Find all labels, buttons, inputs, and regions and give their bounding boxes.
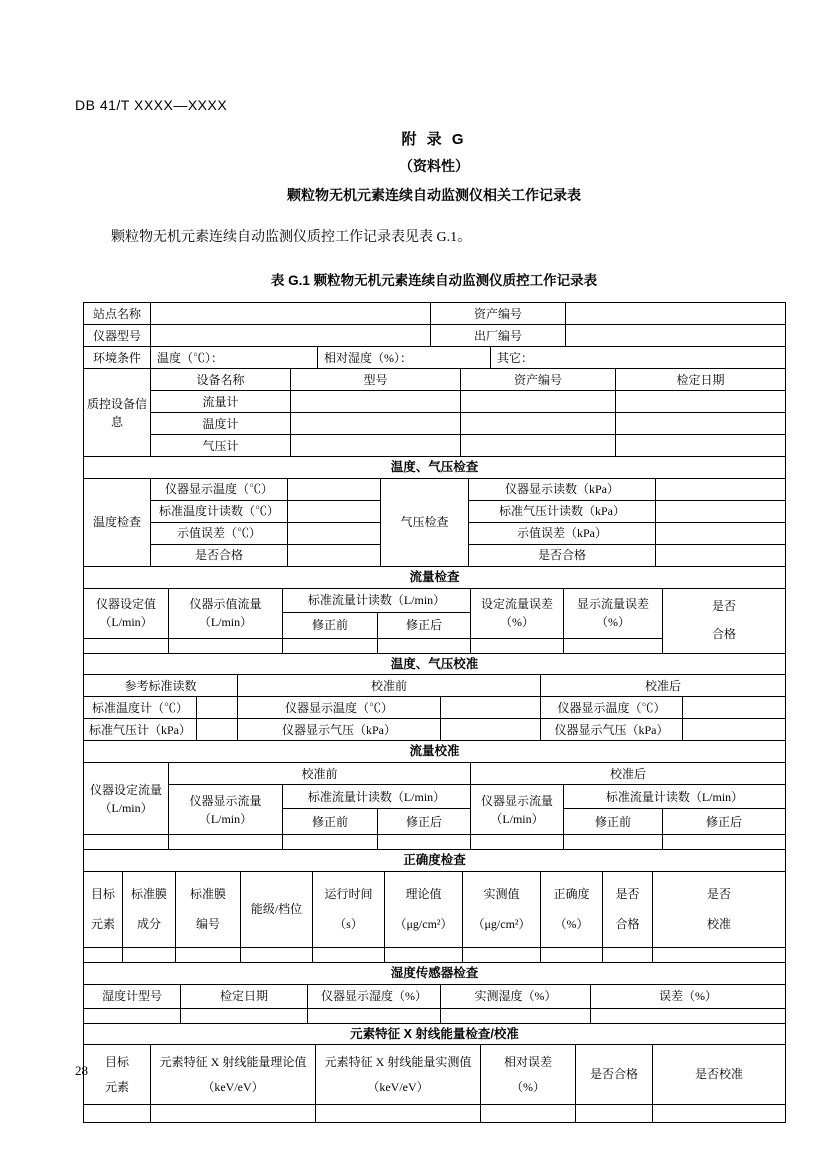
row-accuracy-values <box>84 947 786 962</box>
flow-qualified-label <box>663 588 786 653</box>
row-barometer <box>84 435 786 457</box>
accuracy-value-8 <box>541 947 603 962</box>
row-flow-cal-values <box>84 835 786 850</box>
factory-no-label: 出厂编号 <box>431 325 566 347</box>
cal-after-label: 校准后 <box>541 675 786 697</box>
temp-check-label: 温度检查 <box>84 478 151 566</box>
measured-value-label <box>463 871 541 947</box>
disp-flow-before-text: 仪器显示流量（L/min） <box>189 793 262 826</box>
flow-cal-value-3 <box>283 835 378 850</box>
accuracy-needcal-text: 是否校准 <box>706 886 731 932</box>
accuracy-value-7 <box>463 947 541 962</box>
instrument-model-label: 仪器型号 <box>84 325 151 347</box>
flow-check-value-1 <box>84 638 169 653</box>
instr-set-value-label <box>84 588 169 638</box>
factory-no-value <box>566 325 786 347</box>
flow-cal-value-2 <box>169 835 283 850</box>
row-cal-temp <box>84 697 786 719</box>
disp-flow-before-label <box>169 785 283 835</box>
flow-check-value-5 <box>471 638 564 653</box>
indication-err-c-value <box>288 522 381 544</box>
flowmeter-caldate-value <box>616 391 786 413</box>
xray-target-element-text: 目标元素 <box>104 1054 129 1094</box>
accuracy-text: 正确度（%） <box>553 886 590 932</box>
env-rh-cell: 相对湿度（%）： <box>318 347 491 369</box>
flowmeter-label: 流量计 <box>151 391 291 413</box>
disp-flow-err-label <box>564 588 663 638</box>
flow-check-value-3 <box>283 638 378 653</box>
theoretical-value-text: 理论值（μg/cm²） <box>394 886 453 932</box>
row-xray-values <box>84 1105 786 1123</box>
flowmeter-model-value <box>291 391 461 413</box>
table-temp-press-cal <box>83 653 786 742</box>
instr-indicated-flow-label <box>169 588 283 638</box>
accuracy-value-1 <box>84 947 123 962</box>
cal-before-label: 校准前 <box>238 675 541 697</box>
accuracy-value-5 <box>313 947 385 962</box>
run-time-text: 运行时间（s） <box>324 886 373 932</box>
accuracy-qualified-text: 是否合格 <box>615 886 640 932</box>
relative-err-text: 相对误差（%） <box>503 1054 552 1094</box>
std-flow-reading-after-label: 标准流量计读数（L/min） <box>564 785 786 809</box>
env-condition-label: 环境条件 <box>84 347 151 369</box>
row-thermometer <box>84 413 786 435</box>
std-film-no-text: 标准膜编号 <box>189 886 226 932</box>
row-xray-header <box>84 1045 786 1105</box>
relative-err-label <box>481 1045 576 1105</box>
flow-check-value-2 <box>169 638 283 653</box>
humidity-value-3 <box>308 1008 441 1023</box>
barometer-label: 气压计 <box>151 435 291 457</box>
row-device-header <box>84 369 786 391</box>
table-qc-equipment <box>83 368 786 457</box>
row-flow-check-header1 <box>84 588 786 612</box>
std-film-comp-label <box>123 871 176 947</box>
disp-temp-value <box>288 478 381 500</box>
temp-qualified-label: 是否合格 <box>151 544 288 566</box>
table-humidity-check <box>83 962 786 1024</box>
asset-no-label: 资产编号 <box>431 303 566 325</box>
instr-set-flow-text: 仪器设定流量（L/min） <box>89 782 162 815</box>
disp-humidity-label: 仪器显示湿度（%） <box>308 984 441 1008</box>
page-content <box>83 126 785 1123</box>
thermometer-asset-value <box>461 413 616 435</box>
section-humidity-check: 湿度传感器检查 <box>84 962 786 984</box>
row-flow-cal-header2 <box>84 785 786 809</box>
cal-after-disp-press-label: 仪器显示气压（kPa） <box>541 719 683 741</box>
asset-no-value <box>566 303 786 325</box>
std-temp-reading-label: 标准温度计读数（℃） <box>151 500 288 522</box>
thermometer-caldate-value <box>616 413 786 435</box>
measured-value-text: 实测值（μg/cm²） <box>472 886 531 932</box>
humidity-value-1 <box>84 1008 181 1023</box>
cal-after-disp-temp-label: 仪器显示温度（℃） <box>541 697 683 719</box>
table-flow-cal <box>83 740 786 850</box>
env-other-cell: 其它： <box>491 347 786 369</box>
cal-before-post-corr-label: 修正后 <box>378 809 471 835</box>
flow-cal-value-5 <box>471 835 564 850</box>
instr-set-value-text: 仪器设定值（L/min） <box>95 597 156 629</box>
section-temp-press-cal: 温度、气压校准 <box>84 653 786 675</box>
humidity-value-4 <box>441 1008 591 1023</box>
flow-cal-value-7 <box>663 835 786 850</box>
flow-cal-after-label: 校准后 <box>471 763 786 785</box>
row-sec-flow-cal <box>84 741 786 763</box>
accuracy-label <box>541 871 603 947</box>
row-flow-cal-header1 <box>84 763 786 785</box>
table-accuracy-check <box>83 849 786 963</box>
set-flow-err-label <box>471 588 564 638</box>
row-instrument-model <box>84 325 786 347</box>
disp-reading-kpa-value <box>656 478 786 500</box>
measured-humidity-label: 实测湿度（%） <box>441 984 591 1008</box>
xray-measured-text: 元素特征 X 射线能量实测值（keV/eV） <box>324 1054 472 1094</box>
instrument-model-value <box>151 325 431 347</box>
intro-paragraph: 颗粒物无机元素连续自动监测仪质控工作记录表见表 G.1。 <box>111 230 472 245</box>
table-xray-check <box>83 1023 786 1124</box>
instr-set-flow-label <box>84 763 169 835</box>
row-sec-humidity-check <box>84 962 786 984</box>
barometer-asset-value <box>461 435 616 457</box>
disp-flow-after-text: 仪器显示流量（L/min） <box>480 793 553 826</box>
qc-equipment-info-label: 质控设备信息 <box>84 369 151 457</box>
xray-measured-label <box>316 1045 481 1105</box>
accuracy-value-3 <box>176 947 241 962</box>
table-basic-info <box>83 302 786 347</box>
row-flowmeter <box>84 391 786 413</box>
device-name-label: 设备名称 <box>151 369 291 391</box>
disp-flow-after-label <box>471 785 564 835</box>
std-press-reading-value <box>656 500 786 522</box>
indication-err-kpa-value <box>656 522 786 544</box>
device-caldate-label: 检定日期 <box>616 369 786 391</box>
flow-cal-value-1 <box>84 835 169 850</box>
disp-temp-label: 仪器显示温度（℃） <box>151 478 288 500</box>
row-humidity-header <box>84 984 786 1008</box>
flow-cal-value-6 <box>564 835 663 850</box>
accuracy-value-10 <box>653 947 786 962</box>
theoretical-value-label <box>385 871 463 947</box>
std-barometer-label: 标准气压计（kPa） <box>84 719 197 741</box>
hygrometer-model-label: 湿度计型号 <box>84 984 181 1008</box>
press-check-label: 气压检查 <box>381 478 469 566</box>
row-cal-header <box>84 675 786 697</box>
std-film-comp-text: 标准膜成分 <box>130 886 167 932</box>
thermometer-label: 温度计 <box>151 413 291 435</box>
row-cal-press <box>84 719 786 741</box>
device-model-label: 型号 <box>291 369 461 391</box>
ref-std-reading-label: 参考标准读数 <box>84 675 238 697</box>
disp-reading-kpa-label: 仪器显示读数（kPa） <box>469 478 656 500</box>
page-number: 28 <box>75 1063 88 1078</box>
flow-post-corr-label: 修正后 <box>378 612 471 638</box>
cal-before-press-value <box>441 719 541 741</box>
row-disp-temp <box>84 478 786 500</box>
qc-record-table <box>83 302 785 1123</box>
flow-check-value-6 <box>564 638 663 653</box>
xray-target-element-label <box>84 1045 151 1105</box>
xray-value-4 <box>481 1105 576 1123</box>
row-env-condition <box>84 347 786 369</box>
appendix-informative: （资料性） <box>399 158 469 174</box>
std-thermometer-value <box>197 697 238 719</box>
set-flow-err-text: 设定流量误差（%） <box>480 597 553 629</box>
row-sec-accuracy-check <box>84 850 786 872</box>
cal-before-pre-corr-label: 修正前 <box>283 809 378 835</box>
std-thermometer-label: 标准温度计（℃） <box>84 697 197 719</box>
press-qualified-value <box>656 544 786 566</box>
xray-value-5 <box>576 1105 653 1123</box>
flow-pre-corr-label: 修正前 <box>283 612 378 638</box>
energy-level-label: 能级/档位 <box>241 871 313 947</box>
row-site-name <box>84 303 786 325</box>
xray-needcal-label: 是否校准 <box>653 1045 786 1105</box>
instr-indicated-flow-text: 仪器示值流量（L/min） <box>189 597 262 629</box>
flow-cal-before-label: 校准前 <box>169 763 471 785</box>
humidity-value-5 <box>591 1008 786 1023</box>
humidity-error-label: 误差（%） <box>591 984 786 1008</box>
cal-after-pre-corr-label: 修正前 <box>564 809 663 835</box>
xray-qualified-label: 是否合格 <box>576 1045 653 1105</box>
xray-theoretical-label <box>151 1045 316 1105</box>
target-element-label <box>84 871 123 947</box>
indication-err-kpa-label: 示值误差（kPa） <box>469 522 656 544</box>
cal-after-press-value <box>683 719 786 741</box>
flow-cal-value-4 <box>378 835 471 850</box>
flow-qualified-text: 是否合格 <box>711 598 736 641</box>
section-flow-cal: 流量校准 <box>84 741 786 763</box>
appendix-subtitle: 颗粒物无机元素连续自动监测仪相关工作记录表 <box>287 187 581 203</box>
accuracy-needcal-label <box>653 871 786 947</box>
std-temp-reading-value <box>288 500 381 522</box>
temp-qualified-value <box>288 544 381 566</box>
row-accuracy-header <box>84 871 786 947</box>
row-sec-temp-press-check <box>84 457 786 479</box>
indication-err-c-label: 示值误差（℃） <box>151 522 288 544</box>
accuracy-value-2 <box>123 947 176 962</box>
accuracy-qualified-label <box>603 871 653 947</box>
cal-before-temp-value <box>441 697 541 719</box>
xray-value-3 <box>316 1105 481 1123</box>
section-flow-check: 流量检查 <box>84 566 786 588</box>
row-sec-flow-check <box>84 566 786 588</box>
press-qualified-label: 是否合格 <box>469 544 656 566</box>
env-temp-cell: 温度（℃）： <box>151 347 318 369</box>
section-accuracy-check: 正确度检查 <box>84 850 786 872</box>
site-name-label: 站点名称 <box>84 303 151 325</box>
site-name-value <box>151 303 431 325</box>
accuracy-value-4 <box>241 947 313 962</box>
run-time-label <box>313 871 385 947</box>
cal-after-post-corr-label: 修正后 <box>663 809 786 835</box>
target-element-text: 目标元素 <box>90 886 115 932</box>
std-barometer-value <box>197 719 238 741</box>
std-press-reading-label: 标准气压计读数（kPa） <box>469 500 656 522</box>
std-flow-reading-label: 标准流量计读数（L/min） <box>283 588 471 612</box>
table-caption: 表 G.1 颗粒物无机元素连续自动监测仪质控工作记录表 <box>270 273 598 288</box>
row-sec-xray-check <box>84 1023 786 1045</box>
table-flow-check <box>83 566 786 654</box>
appendix-title: 附 录 G <box>401 131 467 148</box>
thermometer-model-value <box>291 413 461 435</box>
doc-number: DB 41/T XXXX—XXXX <box>75 97 228 113</box>
cal-after-temp-value <box>683 697 786 719</box>
accuracy-value-6 <box>385 947 463 962</box>
row-sec-temp-press-cal <box>84 653 786 675</box>
hygrometer-caldate-label: 检定日期 <box>181 984 308 1008</box>
xray-theoretical-text: 元素特征 X 射线能量理论值（keV/eV） <box>159 1054 307 1094</box>
disp-flow-err-text: 显示流量误差（%） <box>576 597 649 629</box>
cal-before-disp-temp-label: 仪器显示温度（℃） <box>238 697 441 719</box>
flow-check-value-4 <box>378 638 471 653</box>
row-humidity-values <box>84 1008 786 1023</box>
device-asset-label: 资产编号 <box>461 369 616 391</box>
accuracy-value-9 <box>603 947 653 962</box>
barometer-caldate-value <box>616 435 786 457</box>
flowmeter-asset-value <box>461 391 616 413</box>
table-env-condition <box>83 346 786 369</box>
section-temp-press-check: 温度、气压检查 <box>84 457 786 479</box>
xray-value-2 <box>151 1105 316 1123</box>
humidity-value-2 <box>181 1008 308 1023</box>
xray-value-6 <box>653 1105 786 1123</box>
table-temp-press-check <box>83 456 786 567</box>
xray-value-1 <box>84 1105 151 1123</box>
section-xray-check: 元素特征 X 射线能量检查/校准 <box>84 1023 786 1045</box>
std-film-no-label <box>176 871 241 947</box>
barometer-model-value <box>291 435 461 457</box>
std-flow-reading-before-label: 标准流量计读数（L/min） <box>283 785 471 809</box>
cal-before-disp-press-label: 仪器显示气压（kPa） <box>238 719 441 741</box>
